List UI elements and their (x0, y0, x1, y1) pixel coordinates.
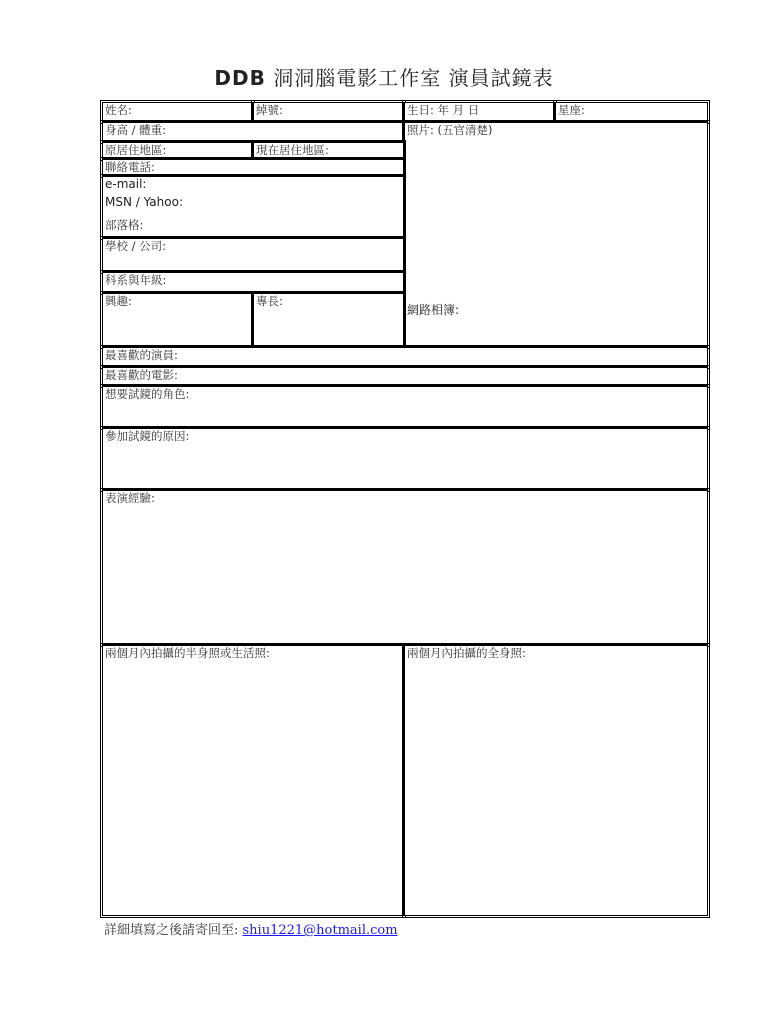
acting-experience-field[interactable] (102, 490, 708, 645)
form-title (0, 62, 768, 96)
photo-label: 照片: (五官清楚) (407, 123, 493, 137)
online-album-label: 網路相簿: (407, 303, 460, 317)
birthday-label: 生日: 年 月 日 (407, 103, 480, 117)
favorite-actor-field[interactable] (102, 347, 708, 367)
audition-reason-label: 參加試鏡的原因: (105, 429, 190, 443)
desired-role-label: 想要試鏡的角色: (105, 387, 190, 401)
phone-field[interactable] (102, 159, 404, 176)
interests-label: 興趣: (105, 294, 132, 308)
skills-field[interactable] (253, 293, 404, 347)
hometown-label: 原居住地區: (105, 143, 167, 157)
zodiac-label: 星座: (558, 103, 585, 117)
footer-note (104, 919, 398, 938)
interests-field[interactable] (102, 293, 253, 347)
height-weight-label: 身高 / 體重: (105, 123, 167, 137)
favorite-actor-label: 最喜歡的演員: (105, 348, 178, 362)
contact-online-field[interactable] (102, 176, 404, 238)
skills-label: 專長: (256, 294, 283, 308)
phone-label: 聯絡電話: (105, 160, 155, 174)
desired-role-field[interactable] (102, 386, 708, 428)
full-body-photo-field[interactable] (404, 645, 708, 916)
current-residence-label: 現在居住地區: (256, 143, 329, 157)
school-company-label: 學校 / 公司: (105, 239, 167, 253)
half-body-photo-field[interactable] (102, 645, 404, 916)
blog-label: 部落格: (105, 218, 144, 232)
school-company-field[interactable] (102, 238, 404, 272)
audition-reason-field[interactable] (102, 428, 708, 490)
name-label: 姓名: (105, 103, 132, 117)
department-grade-label: 科系與年級: (105, 273, 167, 287)
height-weight-field[interactable] (102, 122, 404, 142)
birthday-field[interactable] (404, 102, 555, 122)
acting-experience-label: 表演經驗: (105, 491, 155, 505)
favorite-movie-label: 最喜歡的電影: (105, 368, 178, 382)
current-residence-field[interactable] (253, 142, 404, 159)
hometown-field[interactable] (102, 142, 253, 159)
favorite-movie-field[interactable] (102, 367, 708, 386)
nickname-label: 綽號: (256, 103, 283, 117)
zodiac-field[interactable] (555, 102, 708, 122)
footer-text: 詳細填寫之後請寄回至: (104, 923, 243, 938)
photo-field[interactable] (404, 122, 708, 347)
full-body-photo-label: 兩個月內拍攝的全身照: (407, 646, 526, 660)
department-grade-field[interactable] (102, 272, 404, 293)
title-brand: DDB (214, 66, 266, 90)
nickname-field[interactable] (253, 102, 404, 122)
name-field[interactable] (102, 102, 253, 122)
contact-email-link[interactable]: shiu1221@hotmail.com (242, 923, 398, 938)
msn-yahoo-label: MSN / Yahoo: (105, 195, 183, 209)
email-label: e-mail: (105, 177, 147, 191)
half-body-photo-label: 兩個月內拍攝的半身照或生活照: (105, 646, 270, 660)
title-text: 洞洞腦電影工作室 演員試鏡表 (265, 66, 554, 90)
